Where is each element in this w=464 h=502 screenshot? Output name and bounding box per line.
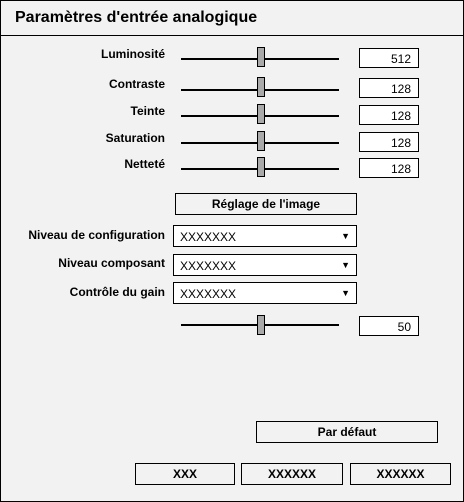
brightness-label: Luminosité [100,47,165,61]
brightness-slider-thumb[interactable] [257,47,265,67]
gain-control-value: XXXXXXX [180,287,237,301]
brightness-value-field[interactable]: 512 [359,48,419,68]
contrast-slider-thumb[interactable] [257,77,265,97]
gain-slider-thumb[interactable] [257,315,265,335]
chevron-down-icon: ▼ [341,288,350,298]
saturation-slider-thumb[interactable] [257,131,265,151]
contrast-label: Contraste [108,77,165,91]
component-level-label: Niveau composant [58,256,165,270]
sharpness-value-field[interactable]: 128 [359,158,419,178]
saturation-label: Saturation [105,131,165,145]
config-level-value: XXXXXXX [180,230,237,244]
component-level-value: XXXXXXX [180,259,237,273]
contrast-value-field[interactable]: 128 [359,78,419,98]
gain-control-select[interactable] [173,282,357,304]
sharpness-label: Netteté [124,157,165,171]
sharpness-slider-thumb[interactable] [257,157,265,177]
footer-button-1[interactable]: XXX [135,463,235,485]
component-level-select[interactable] [173,254,357,276]
gain-control-label: Contrôle du gain [69,285,165,299]
footer-button-2[interactable]: XXXXXX [241,463,343,485]
saturation-value-field[interactable]: 128 [359,132,419,152]
title-bar [1,1,463,36]
config-level-select[interactable] [173,225,357,247]
footer-button-3[interactable]: XXXXXX [350,463,451,485]
hue-slider-thumb[interactable] [257,104,265,124]
default-button[interactable]: Par défaut [256,421,438,443]
hue-label: Teinte [130,104,165,118]
chevron-down-icon: ▼ [341,260,350,270]
image-settings-button[interactable]: Réglage de l'image [175,193,357,215]
chevron-down-icon: ▼ [341,231,350,241]
gain-value-field[interactable]: 50 [359,316,419,336]
hue-value-field[interactable]: 128 [359,105,419,125]
window-title: Paramètres d'entrée analogique [15,9,258,26]
config-level-label: Niveau de configuration [28,228,165,242]
